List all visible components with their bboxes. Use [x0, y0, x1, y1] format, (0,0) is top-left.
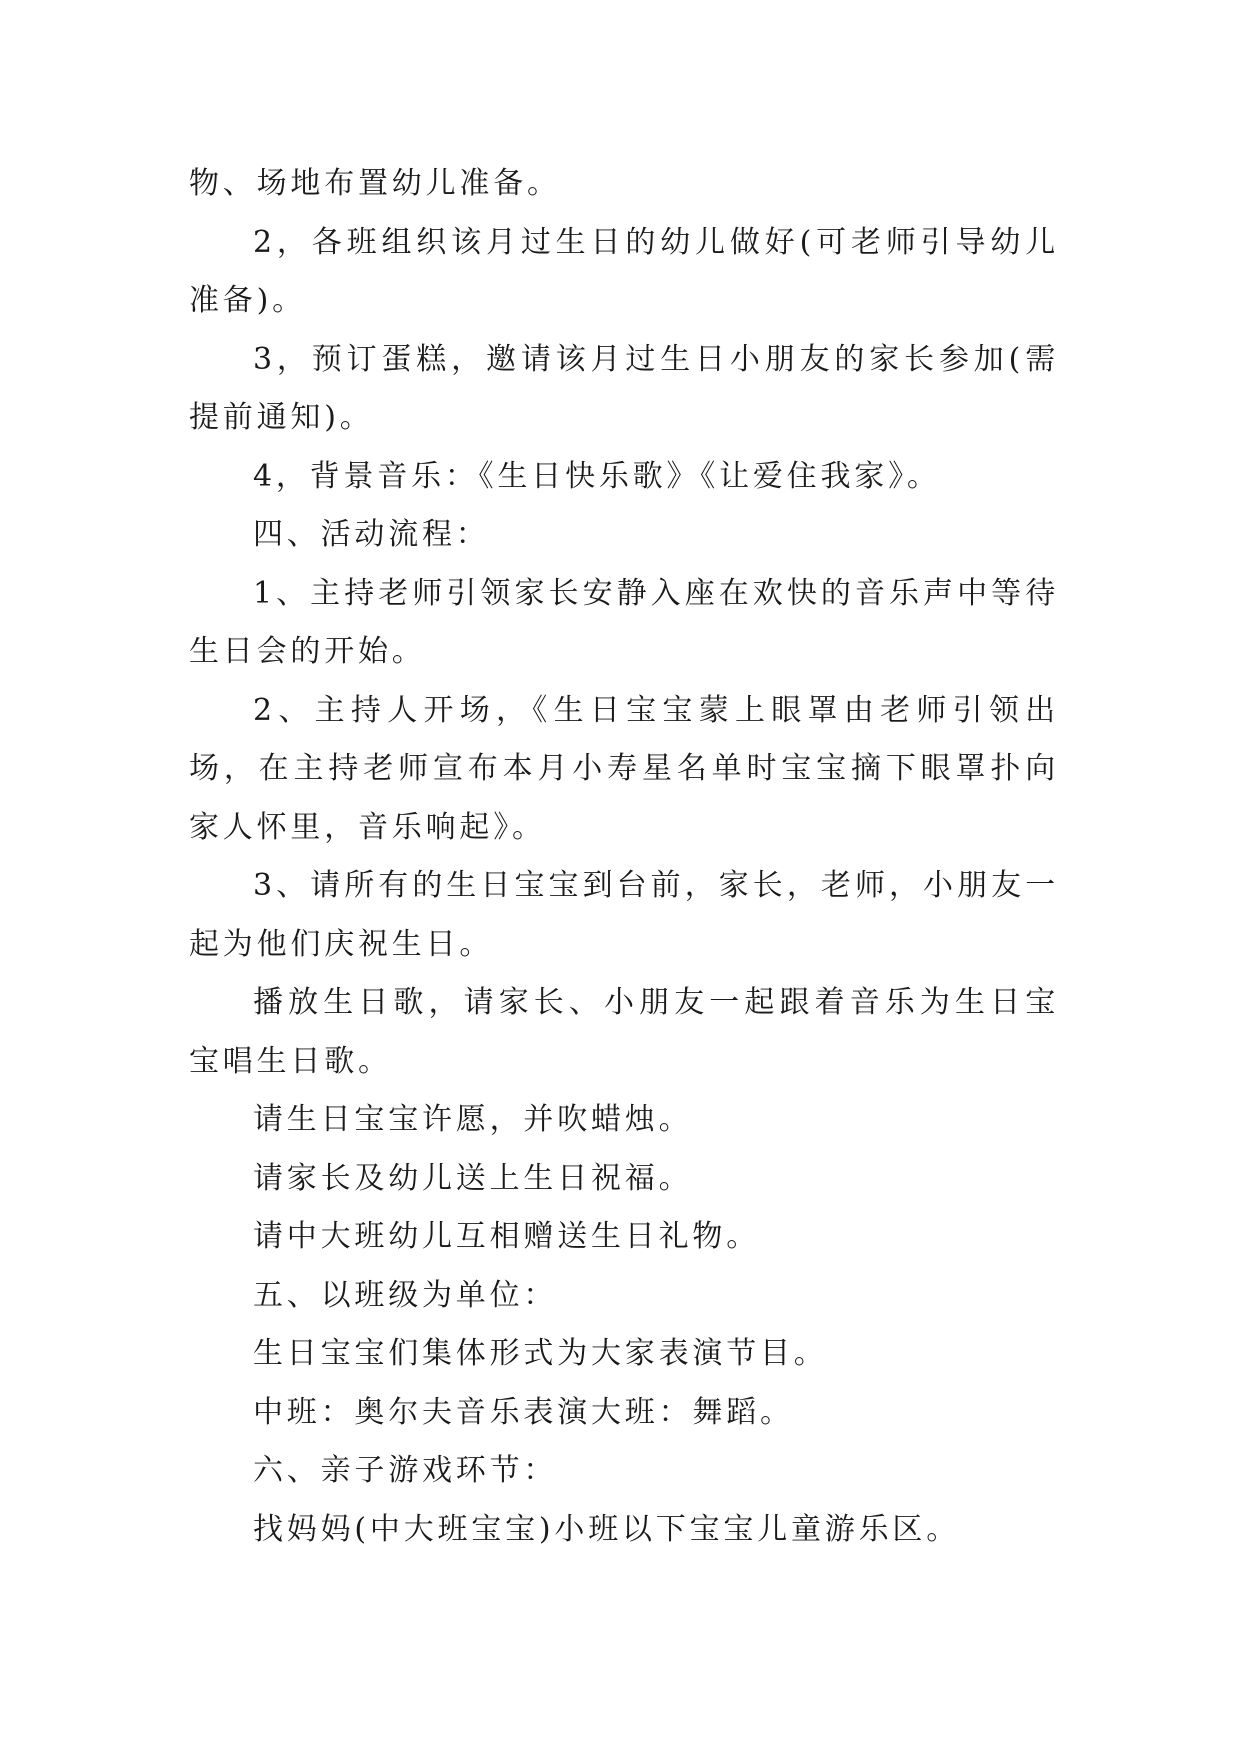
paragraph-14: 生日宝宝们集体形式为大家表演节目。	[253, 1336, 828, 1371]
paragraph-17: 找妈妈(中大班宝宝)小班以下宝宝儿童游乐区。	[253, 1511, 961, 1547]
paragraph-8: 3、请所有的生日宝宝到台前，家长，老师，小朋友一起为他们庆祝生日。	[189, 868, 1059, 962]
section-heading-6: 六、亲子游戏环节：	[253, 1453, 558, 1488]
paragraph-9: 播放生日歌，请家长、小朋友一起跟着音乐为生日宝宝唱生日歌。	[189, 985, 1059, 1079]
paragraph-15: 中班：奥尔夫音乐表演大班：舞蹈。	[253, 1394, 794, 1430]
paragraph-2: 2，各班组织该月过生日的幼儿做好(可老师引导幼儿准备)。	[189, 224, 1059, 318]
section-heading-4: 四、活动流程：	[253, 517, 490, 552]
paragraph-3: 3，预订蛋糕，邀请该月过生日小朋友的家长参加(需提前通知)。	[189, 341, 1059, 435]
paragraph-6: 1、主持老师引领家长安静入座在欢快的音乐声中等待生日会的开始。	[189, 575, 1059, 669]
section-heading-5: 五、以班级为单位：	[253, 1277, 558, 1313]
paragraph-4: 4，背景音乐：《生日快乐歌》《让爱住我家》。	[253, 458, 941, 494]
paragraph-7: 2、主持人开场，《生日宝宝蒙上眼罩由老师引领出场，在主持老师宣布本月小寿星名单时宝宝摘下眼罩扑向家人怀里，音乐响起》。	[189, 692, 1059, 845]
paragraph-1: 物、场地布置幼儿准备。	[189, 166, 561, 201]
paragraph-10: 请生日宝宝许愿，并吹蜡烛。	[253, 1102, 693, 1137]
document-body	[189, 155, 1059, 1559]
paragraph-11: 请家长及幼儿送上生日祝福。	[253, 1160, 693, 1196]
paragraph-12: 请中大班幼儿互相赠送生日礼物。	[253, 1219, 760, 1254]
